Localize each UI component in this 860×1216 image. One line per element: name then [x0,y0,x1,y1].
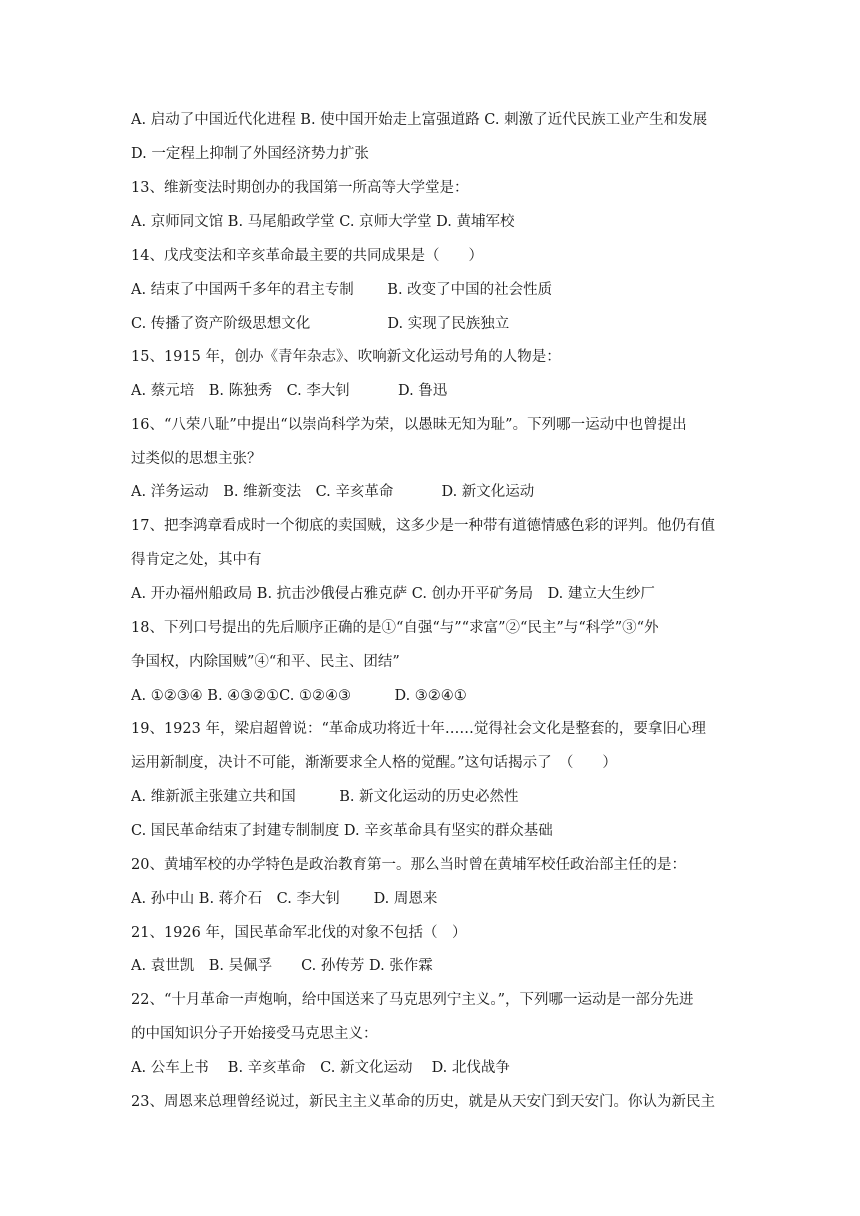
question-20: 20、黄埔军校的办学特色是政治教育第一。那么当时曾在黄埔军校任政治部主任的是： [131,857,686,873]
question-22: 22、“十月革命一声炮响，给中国送来了马克思列宁主义。”，下列哪一运动是一部分先进 [131,992,694,1008]
text-line: A. 孙中山 B. 蒋介石 C. 李大钊 D. 周恩来 [131,891,438,907]
question-16: 16、“八荣八耻”中提出“以崇尚科学为荣，以愚昧无知为耻”。下列哪一运动中也曾提出 [131,417,687,433]
text-line: 的中国知识分子开始接受马克思主义： [131,1026,378,1042]
text-line: A. 公车上书 B. 辛亥革命 C. 新文化运动 D. 北伐战争 [131,1060,510,1076]
text-line: A. ①②③④ B. ④③②①C. ①②④③ D. ③②④① [131,688,467,704]
text-line: A. 启动了中国近代化进程 B. 使中国开始走上富强道路 C. 刺激了近代民族工业产生和发展 [131,112,708,128]
question-13: 13、维新变法时期创办的我国第一所高等大学堂是： [131,180,469,196]
text-line: A. 蔡元培 B. 陈独秀 C. 李大钊 D. 鲁迅 [131,383,448,399]
text-line: 运用新制度，决计不可能，渐渐要求全人格的觉醒。”这句话揭示了 （ ） [131,755,617,771]
text-line: A. 结束了中国两千多年的君主专制 B. 改变了中国的社会性质 [131,282,553,298]
text-line: A. 开办福州船政局 B. 抗击沙俄侵占雅克萨 C. 创办开平矿务局 D. 建立大生纱厂 [131,586,655,602]
text-line: 争国权，内除国贼”④“和平、民主、团结” [131,654,400,670]
text-line: C. 传播了资产阶级思想文化 D. 实现了民族独立 [131,316,510,332]
text-line: A. 袁世凯 B. 吴佩孚 C. 孙传芳 D. 张作霖 [131,958,433,974]
text-line: 得肯定之处，其中有 [131,552,262,568]
text-line: A. 洋务运动 B. 维新变法 C. 辛亥革命 D. 新文化运动 [131,484,535,500]
text-line: D. 一定程上抑制了外国经济势力扩张 [131,146,369,162]
question-14: 14、戊戌变法和辛亥革命最主要的共同成果是（ ） [131,248,483,264]
text-line: 过类似的思想主张？ [131,451,262,467]
question-23: 23、周恩来总理曾经说过，新民主主义革命的历史，就是从天安门到天安门。你认为新民主 [131,1094,715,1110]
text-line: A. 京师同文馆 B. 马尾船政学堂 C. 京师大学堂 D. 黄埔军校 [131,214,515,230]
text-line: A. 维新派主张建立共和国 B. 新文化运动的历史必然性 [131,789,519,805]
question-19: 19、1923 年，梁启超曾说：“革命成功将近十年……觉得社会文化是整套的，要拿旧心理 [131,721,706,737]
question-15: 15、1915 年，创办《青年杂志》、吹响新文化运动号角的人物是： [131,349,561,365]
text-line: C. 国民革命结束了封建专制制度 D. 辛亥革命具有坚实的群众基础 [131,823,553,839]
question-21: 21、1926 年，国民革命军北伐的对象不包括（ ） [131,925,467,941]
question-18: 18、下列口号提出的先后顺序正确的是①“自强“与”“求富”②“民主”与“科学”③“外 [131,620,659,636]
question-17: 17、把李鸿章看成时一个彻底的卖国贼，这多少是一种带有道德情感色彩的评判。他仍有值 [131,518,715,534]
